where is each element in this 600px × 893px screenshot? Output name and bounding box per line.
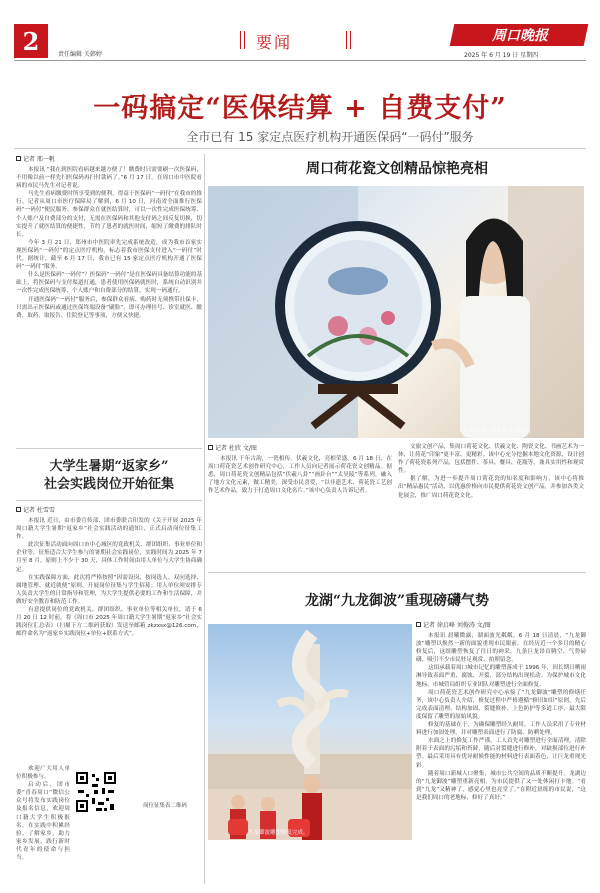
editors-credit: 责任编辑 关韩婷 (58, 51, 102, 58)
youth-paragraph: 本报讯 近日，由市委宣传部、团市委联合印发的《关于开展 2025 年周口籍大学生暑期“返家乡”社会实践活动的通知》，正式启动岗位征集工作。 (16, 518, 202, 541)
youth-paragraph: 此次征集活动面向周口市中心城区的党政机关、群团组织、事业单位和企业等，征集适合大学生参与的暑期社会实践岗位，实践时间为 2025 年 7 月至 8 月，原则上不少于 30 天，具体工作时间由用人单位与大学生协商确定。 (16, 542, 202, 573)
youth-byline-text: 记者 杜雪雪 (23, 507, 55, 514)
youth-byline (16, 505, 202, 514)
dragon-byline-text: 记者 徐启峰 刘俊涛 文/图 (423, 622, 491, 629)
youth-rule-2 (16, 500, 202, 501)
section-rule (14, 148, 586, 149)
youth-article (16, 505, 202, 765)
porcelain-paragraph: 文旅文创产品，集周口荷花文化、伏羲文化、陶瓷文化、书画艺术为一体，让荷花“印象”更丰富、更精彩。该中心充分挖掘本地文化资源，设计创作了荷花瓷系列产品，包括摆件、茶具、餐具、花瓶等，兼具实用性和观赏性。 (398, 444, 584, 475)
dragon-paragraph: 这组承载着周口城市记忆的雕塑落成于 1996 年，因长期日晒雨淋导致表面严重、腐蚀、开裂，部分结构出现松动。为保护城市文化地标，市城管局组织专业团队对雕塑进行全面修复。 (416, 665, 586, 688)
masthead-logo: 周口晚报 (492, 28, 548, 44)
page-number: 2 (14, 24, 48, 58)
lead-paragraph: 开通医保码“一码付”服务后，参保群众看病、购药时无须携带社保卡，只需出示医保码或通过医保终端设备“刷脸”，即可办理挂号、诊室就医、缴费、取药、取报告、住院登记等事项，方便又快捷。 (16, 296, 202, 319)
dragon-photo-illustration (208, 624, 412, 840)
header-rule (14, 60, 586, 61)
dragon-paragraph: 水面之上的修复工作严谨，工人首先对雕塑进行全面清理，清除附着于表面的污垢和苔藓，随后对裂缝进行修补，对缺损部位进行补塑。最后采用具有优异耐候性能的材料进行表面着色，让巨龙重现光彩。 (416, 738, 586, 769)
porcelain-photo-illustration (208, 186, 584, 438)
dragon-article (416, 620, 586, 882)
lead-paragraph: 今年 3 月 21 日，郑州市中医院率先完成系统改造，成为我市首家实现医保码“一码付”的定点医疗机构，标志着我市医保支付进入“一码付”时代。据统计，截至 6 月 17 日，我市已有 15 家定点医疗机构开通了医保码“一码付”服务。 (16, 239, 202, 271)
dragon-photo (208, 624, 412, 840)
column-divider (204, 154, 205, 884)
lead-byline (16, 154, 202, 163)
porcelain-article-left (208, 443, 392, 561)
porcelain-byline (208, 443, 392, 452)
dragon-caption: 九龙御波雕塑修复完成。 (248, 830, 309, 836)
lead-paragraph: 本报讯 “我在到医院看病越来越方便了！缴费时只需要刷一次医保码，不用像以前一样先扫医保码再扫付款码了。”6 月 17 日，在周口市中医院看病的市民马先生对记者说。 (16, 167, 202, 190)
youth-headline-1: 大学生暑期“返家乡” (49, 459, 169, 474)
youth-paragraph: 欢迎广大用人单位积极参与。 (16, 766, 70, 781)
qr-caption: 岗位征集表二维码 (142, 803, 187, 809)
dragon-paragraph: 随着周口新城人口聚集，城市公共空间的品质不断提升。龙湖边的“九龙御波”雕塑重新亮相，为市民提供了又一处休闲打卡地。“看到“九龙”又精神了，感觉心里也亮堂了。”在附近晨练的市民说，“这是我们周口的老地标，修好了真好。” (416, 770, 586, 801)
porcelain-photo (208, 186, 584, 438)
porcelain-caption: 工作人员展示荷花瓷文创精品。 (458, 428, 536, 434)
dragon-paragraph: 修复的基础在于，为确保雕塑经久耐用，工作人员采用了专业材料进行加固处理，并对雕塑表面进行了防腐、防晒处理。 (416, 722, 586, 737)
youth-paragraph: 启动后，团市委“青春周口”微信公众号将发布实践岗位及报名信息，欢迎周口籍大学生积极报名，在实践中积累经验、了解家乡，助力家乡发展，践行新时代青年的使命与担当。 (16, 782, 70, 862)
porcelain-paragraph: 据了解，为进一步提升周口荷花瓷的知名度和影响力，该中心将推出“精品惠民”活动，以优惠价格向市民提供荷花瓷文创产品，并参加各类文化展会，推广周口荷花瓷文化。 (398, 476, 584, 499)
qr-code-icon (74, 770, 118, 814)
lead-paragraph: 马先生看病缴费时所享受到的便利，得益于医保码“一码付”在我市的推行。记者从周口市医疗保障局了解到，6 月 10 日，河南省全面推行医保码“一码付”便民服务。参保群众在就医结算时，可以一次性完成医保统筹、个人账户及自费部分的支付，无需在医保码和其他支付码之间反复切换，切实提升了就医结算的便捷性，节约了患者的就医时间，缩短了缴费的排队时长。 (16, 191, 202, 238)
youth-paragraph: 在实践保障方面，此次将严格按照“因需设岗、按岗选人、双向选择、属地管理、就近就便”原则，开展岗位征集与学生招募；用人单位须安排专人负责大学生的日常指导和管理，为大学生提供必要的工作和生活保障，并做好安全教育和防范工作。 (16, 574, 202, 605)
lead-paragraph: 什么是医保码“一码付”？医保码“一码付”是在医保码具备结算功能的基础上，将医保码与支付渠道打通，患者使用医保码就医时，系统自动识别并一次性完成医保统筹、个人账户和自费部分的结算，实现一码通行。 (16, 272, 202, 295)
porcelain-byline-text: 记者 杜欣 文/图 (215, 445, 257, 452)
dragon-paragraph: 周口荷花瓷艺术创作研究中心承接了“九龙御波”雕塑的修缮任务，该中心负责人介绍，修复过程中严格遵循“修旧如旧”原则，先后完成表面清理、结构加固、裂缝修补、上色防护等多道工序，最大限度保留了雕塑的原始风貌。 (416, 689, 586, 720)
youth-paragraph: 有意提供岗位的党政机关、群团组织、事业单位等相关单位，请于 6 月 20 日 12 时前，将《周口市 2025 年周口籍大学生暑期“返家乡”社会实践岗位汇总表》（扫描下方二维码获取）发送至邮箱 zkzxsx@126.com，邮件命名为“返家乡实践岗位+单位+联系方式”。 (16, 607, 202, 638)
dragon-headline: 龙湖“九龙御波”重现磅礴气势 (304, 593, 490, 609)
lead-byline-text: 记者 邢一帆 (23, 156, 55, 163)
dragon-paragraph: 本报讯 晨曦微露，湖面波光粼粼。6 月 18 日清晨，“九龙御波”雕塑以焕然一新的面貌重现市民眼前。在经历近一个多月的精心修复后，这组雕塑恢复了往日的神采，九条巨龙昂首腾空、气势磅礴，吸引不少市民驻足观赏、拍照留念。 (416, 633, 586, 664)
youth-headline-2: 社会实践岗位开始征集 (43, 477, 174, 492)
porcelain-headline: 周口荷花瓷文创精品惊艳亮相 (306, 161, 488, 177)
section-title: 要闻 (256, 33, 293, 52)
lead-article (16, 154, 202, 444)
porcelain-rule (208, 572, 586, 573)
porcelain-article-right (398, 443, 584, 561)
porcelain-paragraph: 本报讯 千年古韵，一瓷相传。伏羲文化，亮相荣盛。6 月 18 日，在周口荷花瓷艺术创作研究中心，工作人员向记者展示荷花瓷文创精品。据悉，周口荷花瓷文创精品包括“伏羲八卦”“画卦台”“太昊陵”等系列，融入了地方文化元素，做工精美，深受市民喜爱，“以非遗艺术、荷花瓷工艺创作艺术作品，致力于打造周口文化名片。”该中心负责人告诉记者。 (208, 456, 392, 495)
lead-subhead: 全市已有 15 家定点医疗机构开通医保码“一码付”服务 (186, 130, 474, 144)
youth-article-tail (16, 765, 70, 880)
issue-date: 2025 年 6 月 19 日 星期四 (464, 52, 539, 59)
dragon-byline (416, 620, 586, 629)
youth-rule (16, 448, 202, 449)
lead-headline: 一码搞定“医保结算 + 自费支付” (93, 93, 507, 124)
